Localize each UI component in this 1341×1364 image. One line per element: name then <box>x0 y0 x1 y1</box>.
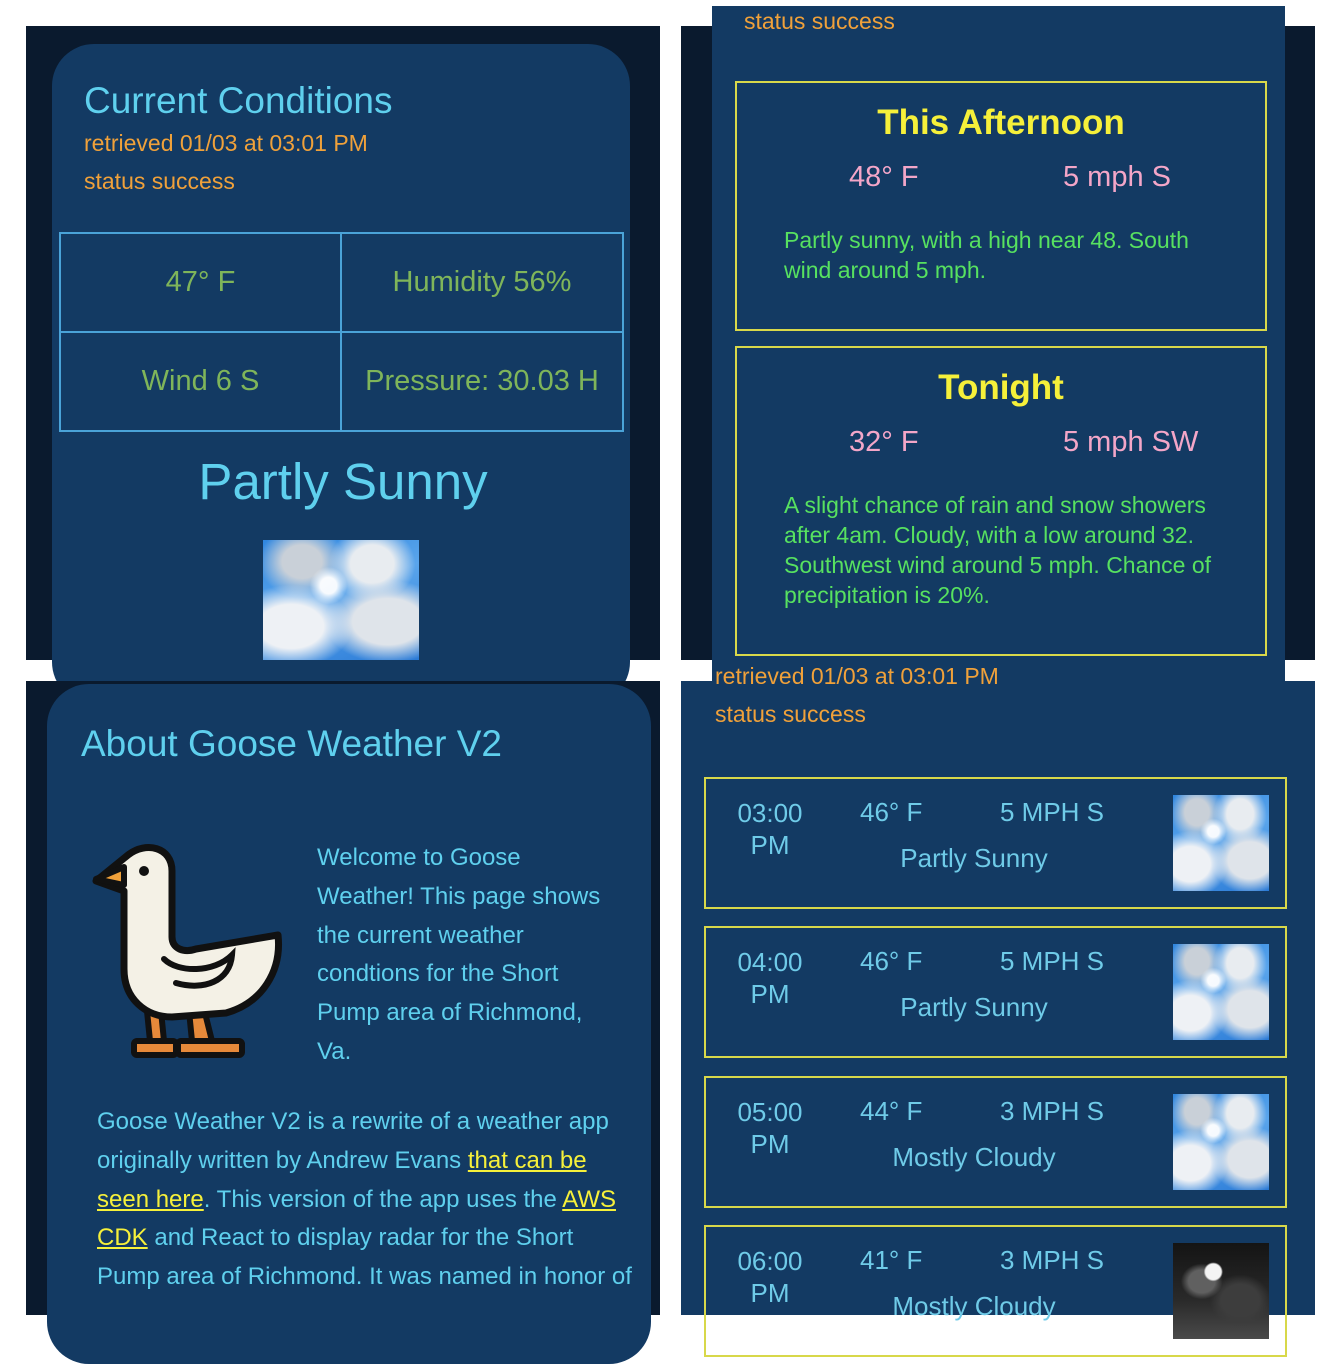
hour-wind: 3 MPH S <box>1000 1245 1105 1275</box>
status-text: status success <box>715 701 866 727</box>
current-conditions-panel <box>26 26 660 660</box>
partly-sunny-icon <box>1173 1094 1269 1190</box>
hourly-row <box>704 1225 1287 1357</box>
hourly-row <box>704 926 1287 1058</box>
temperature-cell: 47° F <box>60 233 341 332</box>
hour-wind: 5 MPH S <box>1000 797 1105 827</box>
period-detail: A slight chance of rain and snow showers after 4am. Cloudy, with a low around 32. Southwest wind around 5 mph. Chance of precipitation is 20%. <box>784 492 1212 608</box>
hour-condition: Mostly Cloudy <box>892 1291 1056 1321</box>
hourly-row <box>704 777 1287 909</box>
about-body-text: Goose Weather V2 is a rewrite of a weather app originally written by Andrew Evans <box>97 1108 609 1174</box>
status-text: status success <box>84 168 235 194</box>
hour-wind: 5 MPH S <box>1000 946 1105 976</box>
forecast-period <box>735 346 1267 656</box>
goose-logo-icon <box>92 841 288 1067</box>
retrieved-time: retrieved 01/03 at 03:01 PM <box>84 130 368 156</box>
hour-condition: Partly Sunny <box>900 992 1048 1022</box>
period-temperature: 32° F <box>849 426 919 458</box>
hour-condition: Partly Sunny <box>900 843 1048 873</box>
hour-condition: Mostly Cloudy <box>892 1142 1056 1172</box>
period-detail: Partly sunny, with a high near 48. South wind around 5 mph. <box>784 227 1189 283</box>
about-body-text: . This version of the app uses the <box>203 1185 563 1213</box>
hour-temperature: 46° F <box>860 946 923 976</box>
status-text: status success <box>744 8 895 34</box>
hour-time: 03:00 PM <box>737 798 803 860</box>
about-panel <box>26 681 660 1315</box>
conditions-table <box>59 232 624 432</box>
hour-time: 06:00 PM <box>737 1246 803 1308</box>
pressure-cell: Pressure: 30.03 H <box>341 332 623 431</box>
period-wind: 5 mph SW <box>1063 426 1199 458</box>
about-body <box>97 1103 637 1297</box>
aws-cdk-link[interactable]: AWS CDK <box>97 1185 616 1252</box>
about-intro: Welcome to Goose Weather! This page shows the current weather condtions for the Short Pump area of Richmond, Va. <box>317 844 601 1065</box>
hour-temperature: 44° F <box>860 1096 923 1126</box>
hour-time: 05:00 PM <box>737 1097 803 1159</box>
wind-cell: Wind 6 S <box>60 332 341 431</box>
period-name: This Afternoon <box>877 103 1125 142</box>
partly-sunny-icon <box>263 540 419 660</box>
period-temperature: 48° F <box>849 161 919 193</box>
partly-sunny-icon <box>1173 795 1269 891</box>
night-cloudy-icon <box>1173 1243 1269 1339</box>
period-name: Tonight <box>938 368 1064 407</box>
current-condition-text: Partly Sunny <box>198 453 488 510</box>
about-body-text: and React to display radar for the Short Pump area of Richmond. It was named in honor of <box>97 1224 632 1291</box>
period-wind: 5 mph S <box>1063 161 1171 193</box>
hour-time: 04:00 PM <box>737 947 803 1009</box>
partly-sunny-icon <box>1173 944 1269 1040</box>
hour-temperature: 41° F <box>860 1245 923 1275</box>
original-app-link[interactable]: that can be seen here <box>97 1146 587 1213</box>
about-title: About Goose Weather V2 <box>81 723 502 764</box>
humidity-cell: Humidity 56% <box>341 233 623 332</box>
retrieved-time: retrieved 01/03 at 03:01 PM <box>715 663 999 689</box>
current-conditions-title: Current Conditions <box>84 80 393 121</box>
hourly-panel <box>681 663 1315 1321</box>
forecast-period <box>735 81 1267 331</box>
hour-temperature: 46° F <box>860 797 923 827</box>
hour-wind: 3 MPH S <box>1000 1096 1105 1126</box>
forecast-panel <box>681 8 1315 660</box>
hourly-row <box>704 1076 1287 1208</box>
